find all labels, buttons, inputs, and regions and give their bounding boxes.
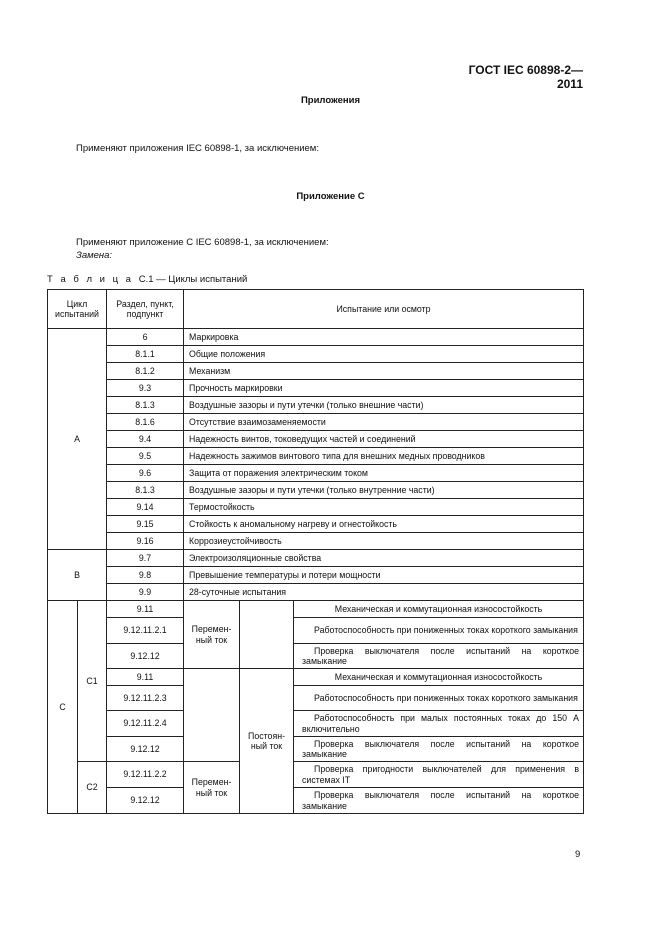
appendix-c-intro: Применяют приложение С IEC 60898-1, за исключением: [76, 237, 329, 248]
table-row [48, 788, 584, 814]
test-cell: Работоспособность при пониженных токах короткого замыкания [294, 618, 584, 644]
test-cell: Превышение температуры и потери мощности [184, 567, 584, 584]
table-caption-word: Т а б л и ц а [47, 274, 134, 285]
test-cell: Общие положения [184, 346, 584, 363]
table-row [48, 686, 584, 711]
test-cell: Проверка пригодности выключателей для применения в системах IT [294, 762, 584, 788]
appendix-c-title: Приложение С [296, 191, 365, 202]
section-cell: 8.1.2 [107, 363, 184, 380]
table-row [48, 290, 584, 329]
cycle-b-cell: В [48, 550, 107, 601]
cycle-a-cell: А [48, 329, 107, 550]
section-cell: 9.6 [107, 465, 184, 482]
appendices-intro: Применяют приложения IEC 60898-1, за исключением: [76, 143, 319, 154]
test-cell: Работоспособность при пониженных токах короткого замыкания [294, 686, 584, 711]
table-row [48, 711, 584, 737]
section-cell: 9.12.12 [107, 788, 184, 814]
section-cell: 9.14 [107, 499, 184, 516]
table-row [48, 567, 584, 584]
section-cell: 9.15 [107, 516, 184, 533]
section-cell: 8.1.6 [107, 414, 184, 431]
table-row [48, 601, 584, 618]
section-cell: 9.12.11.2.3 [107, 686, 184, 711]
test-cell: Проверка выключателя после испытаний на короткое замыкание [294, 644, 584, 669]
test-cell: Проверка выключателя после испытаний на короткое замыкание [294, 788, 584, 814]
table-row [48, 618, 584, 644]
table-row [48, 644, 584, 669]
section-cell: 9.11 [107, 601, 184, 618]
section-cell: 9.4 [107, 431, 184, 448]
table-row [48, 482, 584, 499]
empty-cell [240, 601, 294, 669]
table-caption [47, 274, 247, 285]
section-cell: 9.9 [107, 584, 184, 601]
test-cell: Механическая и коммутационная износостойкость [294, 601, 584, 618]
replacement-note: Замена: [76, 250, 113, 261]
subcycle-c2-cell: С2 [78, 762, 107, 814]
test-cell: Воздушные зазоры и пути утечки (только внешние части) [184, 397, 584, 414]
section-cell: 6 [107, 329, 184, 346]
test-cell: Надежность зажимов винтового типа для внешних медных проводников [184, 448, 584, 465]
dc-current-cell: Постоян-ный ток [240, 669, 294, 814]
table-caption-text: С.1 — Циклы испытаний [138, 274, 248, 285]
table-row [48, 431, 584, 448]
test-cell: Механическая и коммутационная износостойкость [294, 669, 584, 686]
section-cell: 8.1.3 [107, 397, 184, 414]
section-cell: 9.12.12 [107, 737, 184, 762]
header-section: Раздел, пункт, подпункт [107, 290, 184, 329]
test-cell: Стойкость к аномальному нагреву и огнестойкость [184, 516, 584, 533]
header-test: Испытание или осмотр [184, 290, 584, 329]
table-row [48, 533, 584, 550]
test-cycles-table [47, 289, 584, 814]
test-cell: Термостойкость [184, 499, 584, 516]
appendices-title: Приложения [300, 95, 361, 106]
ac-current-cell: Перемен-ный ток [184, 601, 240, 669]
test-cell: Отсутствие взаимозаменяемости [184, 414, 584, 431]
table-row [48, 584, 584, 601]
section-cell: 9.12.11.2.1 [107, 618, 184, 644]
empty-cell [184, 669, 240, 762]
ac-current-cell: Перемен-ный ток [184, 762, 240, 814]
table-row [48, 397, 584, 414]
section-cell: 9.8 [107, 567, 184, 584]
document-standard-header: ГОСТ IEC 60898-2—2011 [468, 63, 583, 91]
section-cell: 8.1.3 [107, 482, 184, 499]
table-row [48, 346, 584, 363]
table-row [48, 363, 584, 380]
section-cell: 9.12.12 [107, 644, 184, 669]
test-cell: Надежность винтов, токоведущих частей и соединений [184, 431, 584, 448]
table-row [48, 516, 584, 533]
page-number: 9 [575, 849, 581, 860]
test-cell: Воздушные зазоры и пути утечки (только внутренние части) [184, 482, 584, 499]
subcycle-c1-cell: С1 [78, 601, 107, 762]
table-row [48, 448, 584, 465]
header-cycle: Цикл испытаний [48, 290, 107, 329]
test-cell: 28-суточные испытания [184, 584, 584, 601]
test-cell: Маркировка [184, 329, 584, 346]
table-row [48, 669, 584, 686]
section-cell: 9.16 [107, 533, 184, 550]
table-row [48, 762, 584, 788]
cycle-c-cell: С [48, 601, 78, 814]
test-cell: Механизм [184, 363, 584, 380]
test-cell: Работоспособность при малых постоянных токах до 150 А включительно [294, 711, 584, 737]
section-cell: 9.11 [107, 669, 184, 686]
test-cell: Проверка выключателя после испытаний на короткое замыкание [294, 737, 584, 762]
section-cell: 9.12.11.2.2 [107, 762, 184, 788]
table-row [48, 737, 584, 762]
table-row [48, 550, 584, 567]
section-cell: 9.12.11.2.4 [107, 711, 184, 737]
table-row [48, 465, 584, 482]
test-cell: Прочность маркировки [184, 380, 584, 397]
section-cell: 9.5 [107, 448, 184, 465]
section-cell: 9.7 [107, 550, 184, 567]
test-cell: Электроизоляционные свойства [184, 550, 584, 567]
table-row [48, 414, 584, 431]
section-cell: 9.3 [107, 380, 184, 397]
table-row [48, 499, 584, 516]
table-row [48, 329, 584, 346]
test-cell: Защита от поражения электрическим током [184, 465, 584, 482]
test-cell: Коррозиеустойчивость [184, 533, 584, 550]
section-cell: 8.1.1 [107, 346, 184, 363]
table-row [48, 380, 584, 397]
